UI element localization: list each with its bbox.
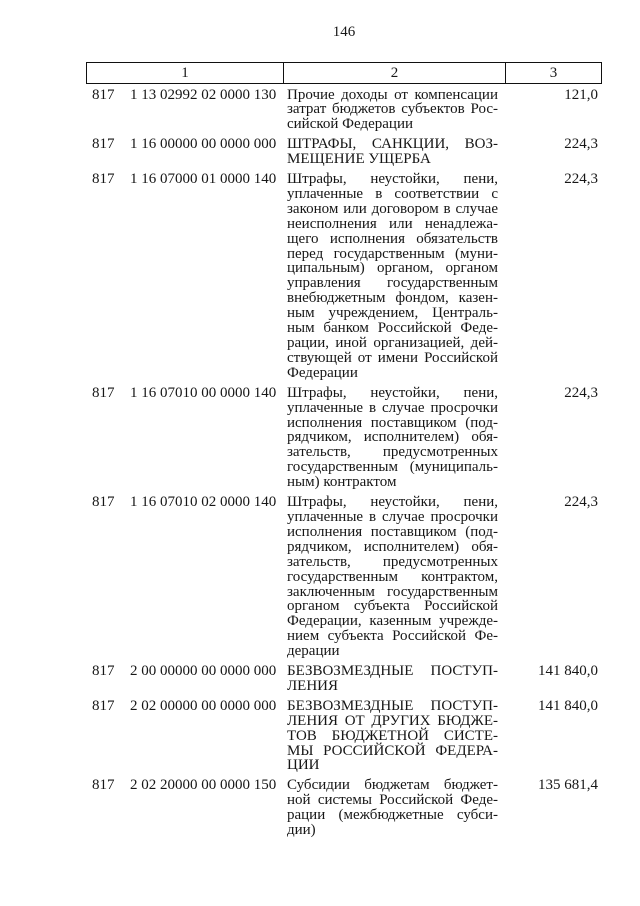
amount-value: 121,0: [564, 86, 598, 103]
code-cell: [86, 88, 284, 133]
name-cell: [284, 88, 506, 133]
code-cell: [86, 137, 284, 167]
name-line: сийской Федерации: [287, 116, 414, 133]
budget-classification-code: 2 02 00000 00 0000 000: [130, 697, 277, 714]
name-cell: [284, 386, 506, 490]
amount-value: 224,3: [564, 136, 598, 153]
budget-classification-code: 1 13 02992 02 0000 130: [130, 86, 277, 103]
column-header-1: 1: [87, 63, 284, 83]
code-cell: [86, 495, 284, 659]
name-line: ТОВ БЮДЖЕТНОЙ СИСТЕ-: [287, 727, 498, 744]
name-line: рации (межбюджетные субси-: [287, 807, 498, 824]
amount-cell: [506, 137, 602, 167]
name-line: ной системы Российской Феде-: [287, 792, 498, 809]
name-line: ШТРАФЫ, САНКЦИИ, ВОЗ-: [287, 136, 498, 153]
table-row: [86, 172, 602, 381]
name-line: затрат бюджетов субъектов Рос-: [287, 101, 498, 118]
name-line: ным учреждением, Централь-: [287, 305, 498, 322]
name-line: Федерации: [287, 364, 358, 381]
code-cell: [86, 172, 284, 381]
code-cell: [86, 386, 284, 490]
name-cell: [284, 137, 506, 167]
amount-value: 224,3: [564, 171, 598, 188]
name-line: неисполнения или ненадлежа-: [287, 215, 498, 232]
amount-cell: [506, 88, 602, 133]
name-line: щего исполнения обязательств: [287, 230, 498, 247]
name-line: Субсидии бюджетам бюджет-: [287, 777, 498, 794]
name-line: рядчиком, исполнителем) обя-: [287, 538, 498, 555]
name-cell: [284, 172, 506, 381]
name-line: органом субъекта Российской: [287, 598, 498, 615]
name-line: уплаченные в соответствии с: [287, 185, 498, 202]
amount-value: 224,3: [564, 384, 598, 401]
agency-code: 817: [92, 171, 115, 188]
amount-cell: [506, 386, 602, 490]
name-line: исполнения поставщиком (под-: [287, 414, 498, 431]
amount-cell: [506, 699, 602, 774]
amount-cell: [506, 664, 602, 694]
agency-code: 817: [92, 136, 115, 153]
table-row: [86, 386, 602, 490]
table-row: [86, 88, 602, 133]
name-line: рации, иной организацией, дей-: [287, 335, 498, 351]
name-line: БЕЗВОЗМЕЗДНЫЕ ПОСТУП-: [287, 663, 498, 680]
table-row: [86, 778, 602, 838]
agency-code: 817: [92, 86, 115, 103]
name-line: внебюджетным фондом, казен-: [287, 290, 498, 307]
name-line: Федерации, казенным учрежде-: [287, 613, 498, 630]
table-body: [86, 84, 602, 838]
budget-classification-code: 2 00 00000 00 0000 000: [130, 663, 277, 680]
name-line: Штрафы, неустойки, пени,: [287, 171, 498, 188]
name-line: Прочие доходы от компенсации: [287, 86, 498, 103]
name-line: уплаченные в случае просрочки: [287, 508, 498, 525]
name-line: рядчиком, исполнителем) обя-: [287, 429, 498, 446]
code-cell: [86, 664, 284, 694]
agency-code: 817: [92, 777, 115, 794]
name-line: МЕЩЕНИЕ УЩЕРБА: [287, 151, 431, 168]
name-line: государственным контрактом,: [287, 568, 498, 585]
name-line: МЫ РОССИЙСКОЙ ФЕДЕРА-: [287, 742, 498, 759]
name-line: дерации: [287, 643, 340, 660]
name-line: заключенным государственным: [287, 583, 498, 600]
name-line: ЛЕНИЯ: [287, 677, 339, 694]
name-cell: [284, 495, 506, 659]
name-line: ЛЕНИЯ ОТ ДРУГИХ БЮДЖЕ-: [287, 712, 498, 729]
code-cell: [86, 699, 284, 774]
table-row: [86, 495, 602, 659]
page-number: 146: [332, 24, 356, 40]
agency-code: 817: [92, 697, 115, 714]
name-cell: [284, 664, 506, 694]
budget-classification-code: 1 16 07010 00 0000 140: [130, 384, 277, 401]
name-line: законом или договором в случае: [287, 200, 498, 217]
column-header-2: 2: [284, 63, 506, 83]
name-line: ным) контрактом: [287, 474, 397, 491]
name-line: Штрафы, неустойки, пени,: [287, 494, 498, 511]
budget-classification-code: 1 16 00000 00 0000 000: [130, 136, 277, 153]
name-line: ствующей от имени Российской: [287, 349, 498, 366]
name-line: Штрафы, неустойки, пени,: [287, 384, 498, 401]
name-line: ным банком Российской Феде-: [287, 320, 498, 337]
name-line: ЦИИ: [287, 757, 320, 774]
name-line: ципальным) органом, органом: [287, 260, 498, 277]
name-cell: [284, 778, 506, 838]
name-cell: [284, 699, 506, 774]
amount-value: 141 840,0: [538, 697, 598, 714]
name-line: нием субъекта Российской Фе-: [287, 628, 498, 645]
column-header-3: 3: [506, 63, 602, 83]
table-row: [86, 664, 602, 694]
amount-value: 135 681,4: [538, 777, 598, 794]
budget-table: [86, 62, 602, 838]
name-line: БЕЗВОЗМЕЗДНЫЕ ПОСТУП-: [287, 697, 498, 714]
name-line: перед государственным (муни-: [287, 245, 498, 262]
amount-value: 141 840,0: [538, 663, 598, 680]
amount-value: 224,3: [564, 494, 598, 511]
code-cell: [86, 778, 284, 838]
agency-code: 817: [92, 663, 115, 680]
name-line: уплаченные в случае просрочки: [287, 399, 498, 416]
name-line: зательств, предусмотренных: [287, 553, 498, 570]
name-line: исполнения поставщиком (под-: [287, 523, 498, 540]
name-line: зательств, предусмотренных: [287, 444, 498, 461]
budget-classification-code: 1 16 07010 02 0000 140: [130, 494, 277, 511]
amount-cell: [506, 778, 602, 838]
table-header-row: [86, 62, 602, 84]
name-line: управления государственным: [287, 275, 498, 292]
amount-cell: [506, 172, 602, 381]
agency-code: 817: [92, 494, 115, 511]
agency-code: 817: [92, 384, 115, 401]
budget-classification-code: 2 02 20000 00 0000 150: [130, 777, 277, 794]
budget-classification-code: 1 16 07000 01 0000 140: [130, 171, 277, 188]
table-row: [86, 699, 602, 774]
name-line: дии): [287, 822, 316, 839]
table-row: [86, 137, 602, 167]
name-line: государственным (муниципаль-: [287, 459, 498, 476]
amount-cell: [506, 495, 602, 659]
